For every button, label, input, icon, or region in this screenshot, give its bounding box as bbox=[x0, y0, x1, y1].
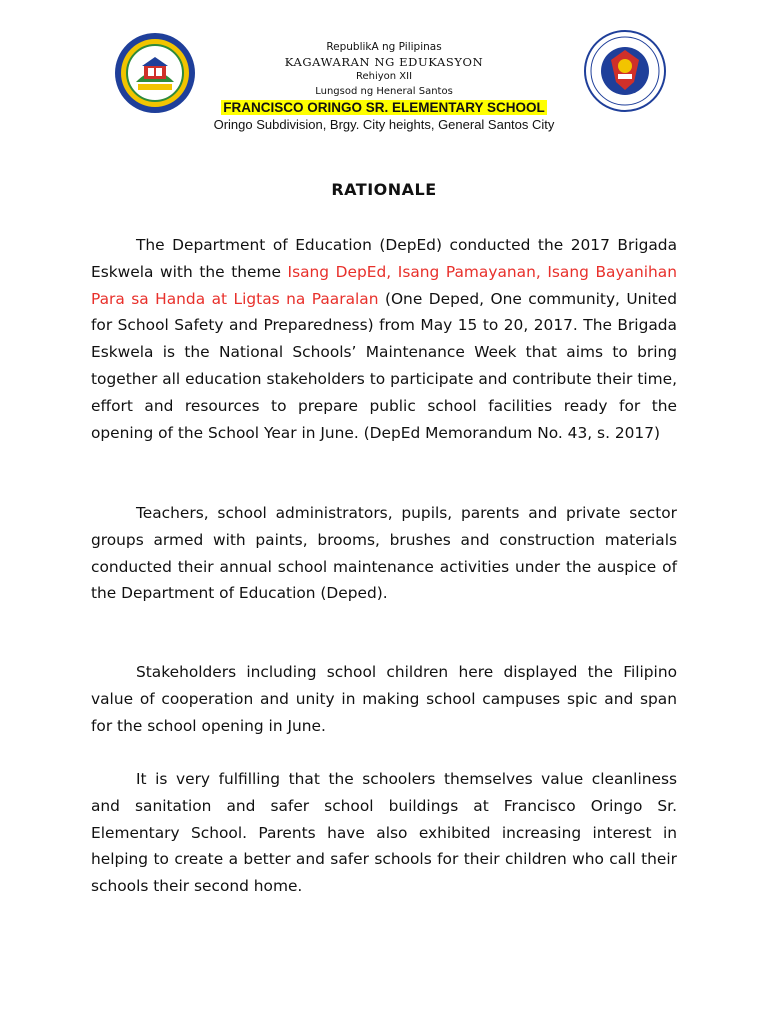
header-city: Lungsod ng Heneral Santos bbox=[315, 86, 453, 97]
paragraph-3: Stakeholders including school children here displayed the Filipino value of cooperation and unity in making school campuses spic and span for the school opening in June. bbox=[91, 663, 677, 735]
paragraph-1-theme: Isang DepEd, Isang Pamayanan, Isang Bayanihan Para sa Handa at Ligtas na Paaralan bbox=[91, 262, 677, 308]
school-name-highlight: FRANCISCO ORINGO SR. ELEMENTARY SCHOOL bbox=[223, 100, 545, 115]
paragraph-1-intro: The Department of Education (DepEd) conducted the 2017 Brigada Eskwela with the theme bbox=[91, 236, 677, 281]
paragraph-1-citation: . (DepEd Memorandum No. 43, s. 2017) bbox=[353, 423, 661, 442]
header-department: KAGAWARAN NG EDUKASYON bbox=[284, 55, 484, 69]
paragraph-2: Teachers, school administrators, pupils, parents and private sector groups armed with paints, brooms, brushes and construction materials conducted their annual school maintenance activities under the auspice of the Department of Education (Deped). bbox=[91, 504, 677, 603]
paragraph-1 bbox=[91, 232, 677, 446]
header-address: Oringo Subdivision, Brgy. City heights, General Santos City bbox=[213, 117, 555, 132]
header-republic: RepublikA ng Pilipinas bbox=[326, 41, 442, 53]
paragraph-1-body: (One Deped, One community, United for School Safety and Preparedness) from May 15 to 20, 2017. The Brigada Eskwela is the National Schools’ Maintenance Week that aims to bring together all education stakeholders to participate and contribute their time, effort and resources to prepare public school facilities ready for the opening of the School Year in June bbox=[91, 289, 677, 442]
header-school-name bbox=[160, 100, 608, 115]
paragraph-4: It is very fulfilling that the schoolers themselves value cleanliness and sanitation and safer school buildings at Francisco Oringo Sr. Elementary School. Parents have also exhibited increasing interest in helping to create a better and safer schools for their children who call their schools their second home. bbox=[91, 770, 677, 896]
page-title: RATIONALE bbox=[331, 180, 437, 199]
header-region: Rehiyon XII bbox=[355, 71, 413, 82]
